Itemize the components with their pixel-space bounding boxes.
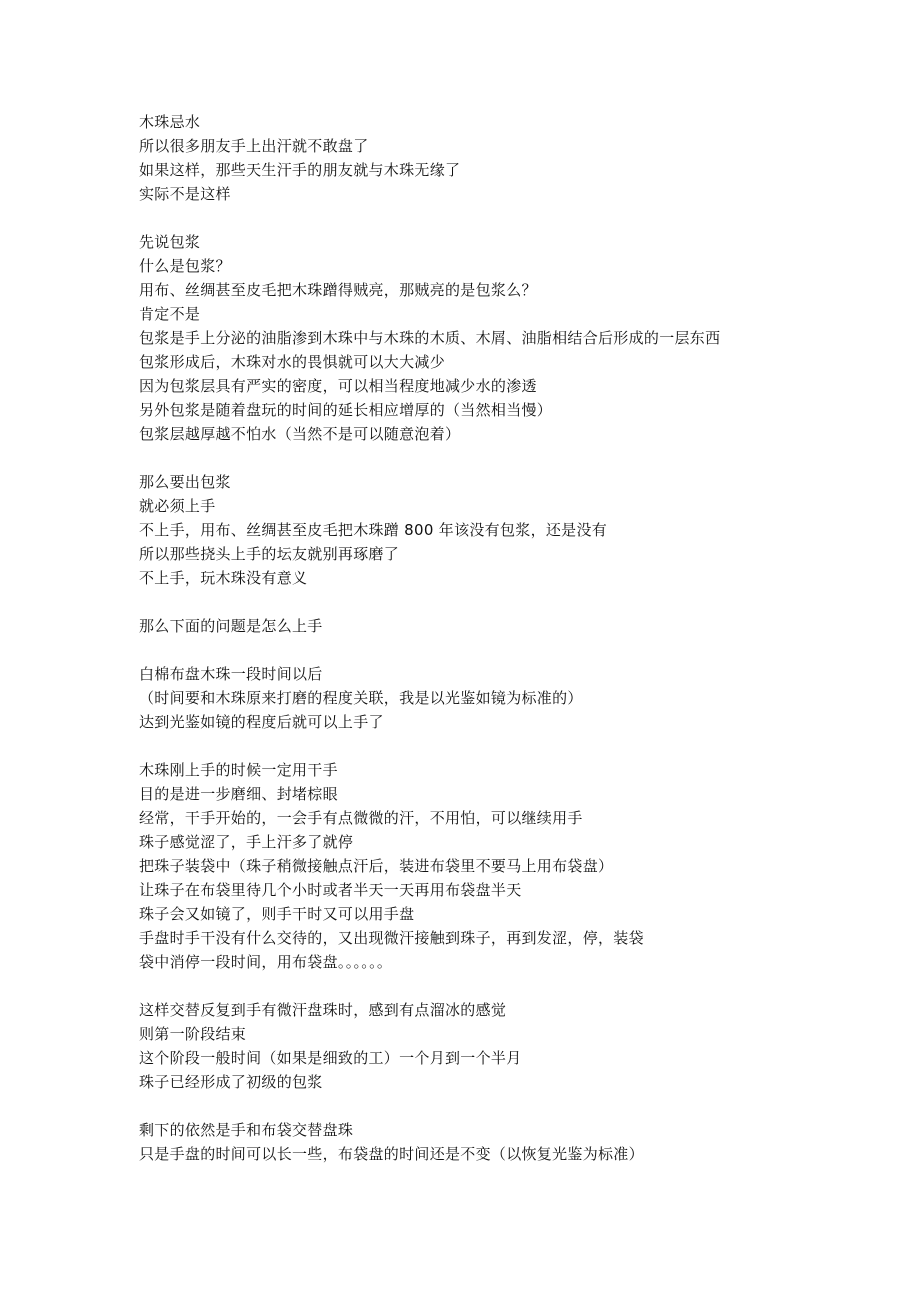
text-line: 则第一阶段结束 [139,1025,247,1043]
text-line: 珠子会又如镜了，则手干时又可以用手盘 [139,905,415,923]
text-line: 木珠刚上手的时候一定用干手 [139,761,338,779]
text-line: 包浆层越厚越不怕水（当然不是可以随意泡着） [139,425,461,443]
paragraph-gap [139,734,879,758]
paragraph [139,470,879,590]
text-line: 包浆形成后，木珠对水的畏惧就可以大大减少 [139,353,446,371]
paragraph-gap [139,206,879,230]
text-line: 那么下面的问题是怎么上手 [139,617,323,635]
text-line: 珠子已经形成了初级的包浆 [139,1073,323,1091]
paragraph [139,614,879,638]
document-body [139,110,879,1166]
text-line: 白棉布盘木珠一段时间以后 [139,665,323,683]
paragraph-gap [139,638,879,662]
text-line: 肯定不是 [139,305,201,323]
text-line: 包浆是手上分泌的油脂渗到木珠中与木珠的木质、木屑、油脂相结合后形成的一层东西 [139,329,721,347]
text-line: 就必须上手 [139,497,216,515]
text-line: 先说包浆 [139,233,201,251]
text-line: 手盘时手干没有什么交待的，又出现微汗接触到珠子，再到发涩，停，装袋 [139,929,644,947]
paragraph-gap [139,974,879,998]
paragraph [139,758,879,974]
text-line: 这个阶段一般时间（如果是细致的工）一个月到一个半月 [139,1049,522,1067]
text-line: 达到光鉴如镜的程度后就可以上手了 [139,713,384,731]
text-line: 如果这样，那些天生汗手的朋友就与木珠无缘了 [139,161,461,179]
text-line: 剩下的依然是手和布袋交替盘珠 [139,1121,354,1139]
text-line: 所以那些挠头上手的坛友就别再琢磨了 [139,545,400,563]
text-line: 袋中消停一段时间，用布袋盘。。。。。。 [139,953,393,971]
text-line: 木珠忌水 [139,113,201,131]
text-line: 因为包浆层具有严实的密度，可以相当程度地减少水的渗透 [139,377,537,395]
text-line: 这样交替反复到手有微汗盘珠时，感到有点溜冰的感觉 [139,1001,507,1019]
text-line: 只是手盘的时间可以长一些，布袋盘的时间还是不变（以恢复光鉴为标准） [139,1145,644,1163]
text-line: 那么要出包浆 [139,473,231,491]
text-line: 用布、丝绸甚至皮毛把木珠蹭得贼亮，那贼亮的是包浆么？ [139,281,537,299]
text-line: 不上手，玩木珠没有意义 [139,569,308,587]
text-line: 经常，干手开始的，一会手有点微微的汗，不用怕，可以继续用手 [139,809,583,827]
paragraph [139,662,879,734]
text-line: 让珠子在布袋里待几个小时或者半天一天再用布袋盘半天 [139,881,522,899]
text-line: （时间要和木珠原来打磨的程度关联，我是以光鉴如镜为标准的） [139,689,583,707]
paragraph-gap [139,590,879,614]
paragraph [139,998,879,1094]
text-line: 实际不是这样 [139,185,231,203]
paragraph [139,110,879,206]
paragraph [139,230,879,446]
paragraph-gap [139,1094,879,1118]
text-line: 把珠子装袋中（珠子稍微接触点汗后，装进布袋里不要马上用布袋盘） [139,857,614,875]
paragraph [139,1118,879,1166]
text-line: 所以很多朋友手上出汗就不敢盘了 [139,137,369,155]
text-line: 珠子感觉涩了，手上汗多了就停 [139,833,354,851]
text-line: 目的是进一步磨细、封堵棕眼 [139,785,338,803]
paragraph-gap [139,446,879,470]
text-line: 不上手，用布、丝绸甚至皮毛把木珠蹭 800 年该没有包浆，还是没有 [139,521,608,539]
text-line: 什么是包浆？ [139,257,231,275]
text-line: 另外包浆是随着盘玩的时间的延长相应增厚的（当然相当慢） [139,401,553,419]
